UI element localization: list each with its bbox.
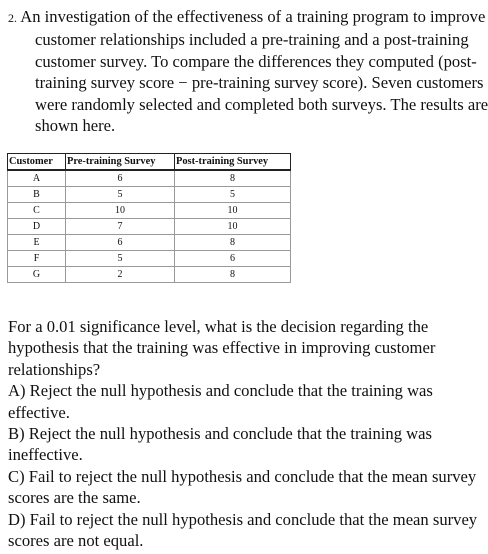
cell-pre: 7 — [66, 219, 175, 235]
cell-pre: 5 — [66, 251, 175, 267]
col-header-pre: Pre-training Survey — [66, 154, 175, 171]
cell-customer: B — [8, 187, 66, 203]
option-b: B) Reject the null hypothesis and conclude that the training was ineffective. — [8, 424, 432, 465]
cell-post: 10 — [175, 203, 291, 219]
option-a: A) Reject the null hypothesis and conclude that the training was effective. — [8, 381, 433, 422]
cell-post: 8 — [175, 170, 291, 187]
cell-post: 10 — [175, 219, 291, 235]
option-d: D) Fail to reject the null hypothesis and conclude that the mean survey scores are not equal. — [8, 509, 478, 551]
cell-pre: 10 — [66, 203, 175, 219]
option-c: C) Fail to reject the null hypothesis and conclude that the mean survey scores are the same. — [8, 466, 477, 508]
table-row — [8, 251, 291, 267]
table-row — [8, 235, 291, 251]
question-intro — [8, 6, 488, 136]
cell-customer: A — [8, 170, 66, 187]
table-row — [8, 170, 291, 187]
cell-post: 8 — [175, 267, 291, 283]
question-body — [8, 316, 486, 551]
col-header-customer: Customer — [8, 154, 66, 171]
question-number: 2. — [8, 11, 17, 25]
cell-pre: 6 — [66, 170, 175, 187]
cell-customer: D — [8, 219, 66, 235]
cell-post: 6 — [175, 251, 291, 267]
cell-customer: E — [8, 235, 66, 251]
cell-post: 8 — [175, 235, 291, 251]
cell-customer: F — [8, 251, 66, 267]
cell-customer: C — [8, 203, 66, 219]
survey-table — [7, 153, 291, 283]
cell-pre: 6 — [66, 235, 175, 251]
table-header-row — [8, 154, 291, 171]
question-prompt: For a 0.01 significance level, what is the decision regarding the hypothesis that the training was effective in improving customer relationships? — [8, 317, 436, 379]
cell-pre: 5 — [66, 187, 175, 203]
table-row — [8, 219, 291, 235]
cell-customer: G — [8, 267, 66, 283]
cell-post: 5 — [175, 187, 291, 203]
table-row — [8, 203, 291, 219]
cell-pre: 2 — [66, 267, 175, 283]
table-row — [8, 267, 291, 283]
intro-text: An investigation of the effectiveness of a training program to improve customer relationships included a pre-training and a post-training customer survey. To compare the differences they computed (post-training survey score − pre-training survey score). Seven customers were randomly selected and completed both surveys. The results are shown here. — [20, 7, 488, 136]
table-row — [8, 187, 291, 203]
col-header-post: Post-training Survey — [175, 154, 291, 171]
